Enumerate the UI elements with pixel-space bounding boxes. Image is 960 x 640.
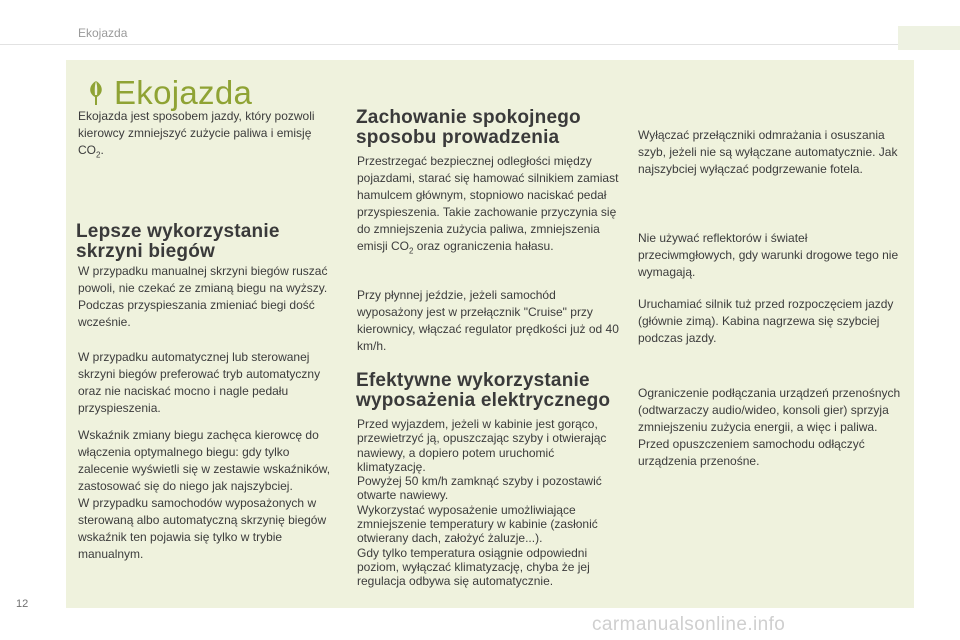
calm-paragraph-1 [357,153,619,259]
gearbox-paragraph-3 [78,427,340,563]
electrical-paragraph [357,417,619,589]
gearbox-p3b: W przypadku samochodów wyposażonych w sterowaną albo automatyczną skrzynię biegów wskaźnik ten pojawia się tylko w trybie manualnym. [78,496,327,561]
calm-subscript: 2 [409,246,414,256]
electrical-p1: Przed wyjazdem, jeżeli w kabinie jest gorąco, przewietrzyć ją, opuszczając szyby i otwierając nawiewy, a dopiero potem uruchomić klimatyzację. [357,417,607,474]
right-paragraph-3 [638,296,908,347]
corner-tab-decoration [898,26,960,50]
electrical-heading [356,371,626,411]
gearbox-paragraph-2 [78,349,340,417]
section-header-label: Ekojazda [78,26,128,40]
calm-p1a: Przestrzegać bezpiecznej odległości między pojazdami, starać się hamować silnikiem zamiast hamulcem głównym, stopniowo naciskać pedał przyspieszenia. Takie zachowanie przyczynia się do zmniejszenia zużycia paliwa, zmniejszenia emisji CO [357,154,619,253]
right-p1: Wyłączać przełączniki odmrażania i osuszania szyb, jeżeli nie są wyłączane automatycznie. Jak najszybciej wyłączać podgrzewanie fotela. [638,128,898,176]
calm-driving-heading [356,108,616,148]
right-paragraph-2 [638,230,900,281]
header-divider [0,44,960,45]
leaf-icon [86,80,106,106]
electrical-p2: Powyżej 50 km/h zamknąć szyby i pozostawić otwarte nawiewy. [357,474,602,503]
electrical-p3: Wykorzystać wyposażenie umożliwiające zmniejszenie temperatury w kabinie (zasłonić otwierany dach, założyć żaluzje...). [357,502,598,546]
page-title: Ekojazda [114,74,253,111]
right-paragraph-4 [638,385,908,470]
calm-heading-line1: Zachowanie spokojnego [356,107,581,128]
right-p2: Nie używać reflektorów i świateł przeciwmgłowych, gdy warunki drogowe tego nie wymagają. [638,231,899,279]
gearbox-p1: W przypadku manualnej skrzyni biegów ruszać powoli, nie czekać ze zmianą biegu na wyższy. Podczas przyspieszania zmieniać biegi dość wcześnie. [78,264,328,329]
intro-subscript: 2 [96,150,101,160]
intro-text: Ekojazda jest sposobem jazdy, który pozwoli kierowcy zmniejszyć zużycie paliwa i emisję CO [78,109,315,157]
right-p4b: Przed opuszczeniem samochodu odłączyć urządzenia przenośne. [638,437,865,468]
calm-p1b: oraz ograniczenia hałasu. [413,239,554,253]
gearbox-p2: W przypadku automatycznej lub sterowanej skrzyni biegów preferować tryb automatyczny oraz nie naciskać mocno i nagle pedału przyspieszenia. [78,350,321,415]
calm-heading-line2: sposobu prowadzenia [356,127,560,148]
electrical-p4: Gdy tylko temperatura osiągnie odpowiedni poziom, wyłączać klimatyzację, chyba że jej regulacja odbywa się automatycznie. [357,545,590,589]
electrical-heading-line2: wyposażenia elektrycznego [356,390,611,411]
right-p4a: Ograniczenie podłączania urządzeń przenośnych (odtwarzaczy audio/wideo, konsoli gier) sprzyja zmniejszeniu zużycia energii, a więc i paliwa. [638,386,901,434]
intro-paragraph [78,108,334,163]
watermark: carmanualsonline.info [592,614,786,635]
gearbox-paragraph-1 [78,263,340,331]
right-paragraph-1 [638,127,906,178]
intro-end: . [100,143,104,157]
electrical-heading-line1: Efektywne wykorzystanie [356,370,590,391]
calm-paragraph-2 [357,287,619,355]
gearbox-heading-line1: Lepsze wykorzystanie [76,221,280,242]
calm-p2: Przy płynnej jeździe, jeżeli samochód wyposażony jest w przełącznik "Cruise" przy kierownicy, włączać regulator prędkości już od 40 km/h. [357,288,619,353]
page-number: 12 [16,598,29,610]
gearbox-p3a: Wskaźnik zmiany biegu zachęca kierowcę do włączenia optymalnego biegu: gdy tylko zalecenie wyświetli się w zestawie wskaźników, zastosować się do niego jak najszybciej. [78,428,331,493]
gearbox-heading [76,222,336,262]
gearbox-heading-line2: skrzyni biegów [76,241,216,262]
right-p3: Uruchamiać silnik tuż przed rozpoczęciem jazdy (głównie zimą). Kabina nagrzewa się szybciej podczas jazdy. [638,297,894,345]
